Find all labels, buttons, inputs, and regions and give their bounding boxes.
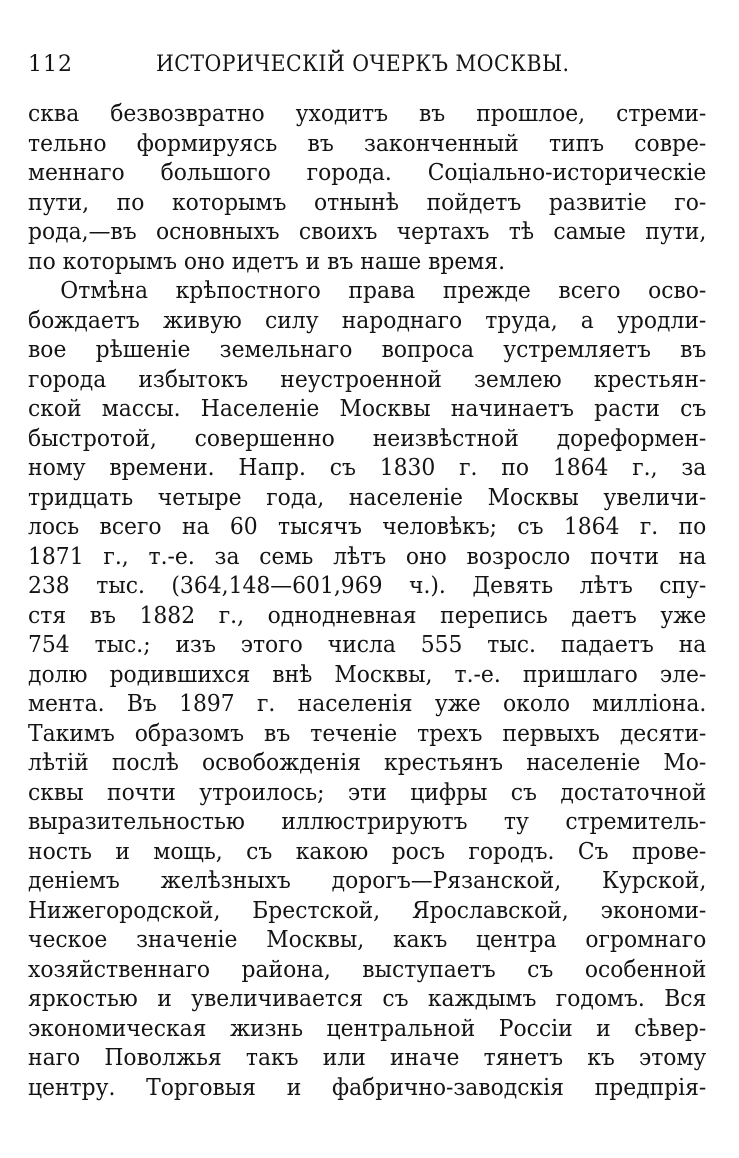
text-line: 754 тыс.; изъ этого числа 555 тыс. падаетъ на xyxy=(28,632,707,658)
text-line: 238 тыс. (364,148—601,969 ч.). Девять лѣтъ спу- xyxy=(28,573,707,599)
text-line: ному времени. Напр. съ 1830 г. по 1864 г., за xyxy=(28,455,707,481)
text-line: долю родившихся внѣ Москвы, т.-е. пришлаго эле- xyxy=(28,661,707,688)
text-line: ность и мощь, съ какою росъ городъ. Съ прове- xyxy=(28,838,707,865)
text-line: по которымъ оно идетъ и въ наше время. xyxy=(28,248,506,275)
text-line: мента. Въ 1897 г. населенія уже около милліона. xyxy=(28,691,707,717)
text-line: сквы почти утроилось; эти цифры съ достаточной xyxy=(28,779,707,806)
text-line: тридцать четыре года, населеніе Москвы увеличи- xyxy=(28,484,707,511)
text-line: бождаетъ живую силу народнаго труда, а уродли- xyxy=(28,307,707,334)
text-line: сква безвозвратно уходитъ въ прошлое, стреми- xyxy=(28,101,707,127)
text-line: меннаго большого города. Соціально-историческіе xyxy=(28,160,707,186)
text-line: деніемъ желѣзныхъ дорогъ—Рязанской, Курской, xyxy=(28,868,707,894)
text-line: лѣтій послѣ освобожденія крестьянъ населеніе Мо- xyxy=(28,750,707,776)
text-line: Такимъ образомъ въ теченіе трехъ первыхъ десяти- xyxy=(28,720,707,747)
text-line: города избытокъ неустроенной землею крестьян- xyxy=(28,366,707,393)
body-text xyxy=(28,100,706,1103)
text-line: стя въ 1882 г., однодневная перепись даетъ уже xyxy=(28,602,707,629)
text-line: тельно формируясь въ законченный типъ совре- xyxy=(28,130,707,157)
text-line: наго Поволжья такъ или иначе тянетъ къ этому xyxy=(28,1045,707,1071)
text-line: Нижегородской, Брестской, Ярославской, экономи- xyxy=(28,897,707,924)
text-line: быстротой, совершенно неизвѣстной дореформен- xyxy=(28,425,707,452)
text-line: яркостью и увеличивается съ каждымъ годомъ. Вся xyxy=(28,986,707,1012)
text-line: пути, по которымъ отнынѣ пойдетъ развитіе го- xyxy=(28,189,707,216)
running-title: ИСТОРИЧЕСКІЙ ОЧЕРКЪ МОСКВЫ. xyxy=(156,52,570,77)
text-line: экономическая жизнь центральной Россіи и сѣвер- xyxy=(28,1015,707,1042)
text-line: хозяйственнаго района, выступаетъ съ особенной xyxy=(28,956,707,983)
page-number: 112 xyxy=(28,52,73,77)
text-line: рода,—въ основныхъ своихъ чертахъ тѣ самые пути, xyxy=(28,219,707,245)
page-header xyxy=(26,50,716,80)
text-line: ской массы. Населеніе Москвы начинаетъ расти съ xyxy=(28,396,707,422)
paragraph-start-line: Отмѣна крѣпостного права прежде всего осво- xyxy=(60,278,707,304)
text-line: лось всего на 60 тысячъ человѣкъ; съ 1864 г. по xyxy=(28,514,707,540)
text-line: выразительностью иллюстрируютъ ту стремитель- xyxy=(28,809,707,835)
text-line: центру. Торговыя и фабрично-заводскія предпрія- xyxy=(28,1074,707,1101)
text-line: вое рѣшеніе земельнаго вопроса устремляетъ въ xyxy=(28,337,707,363)
text-line: 1871 г., т.-е. за семь лѣтъ оно возросло почти на xyxy=(28,543,707,570)
text-line: ческое значеніе Москвы, какъ центра огромнаго xyxy=(28,927,707,953)
